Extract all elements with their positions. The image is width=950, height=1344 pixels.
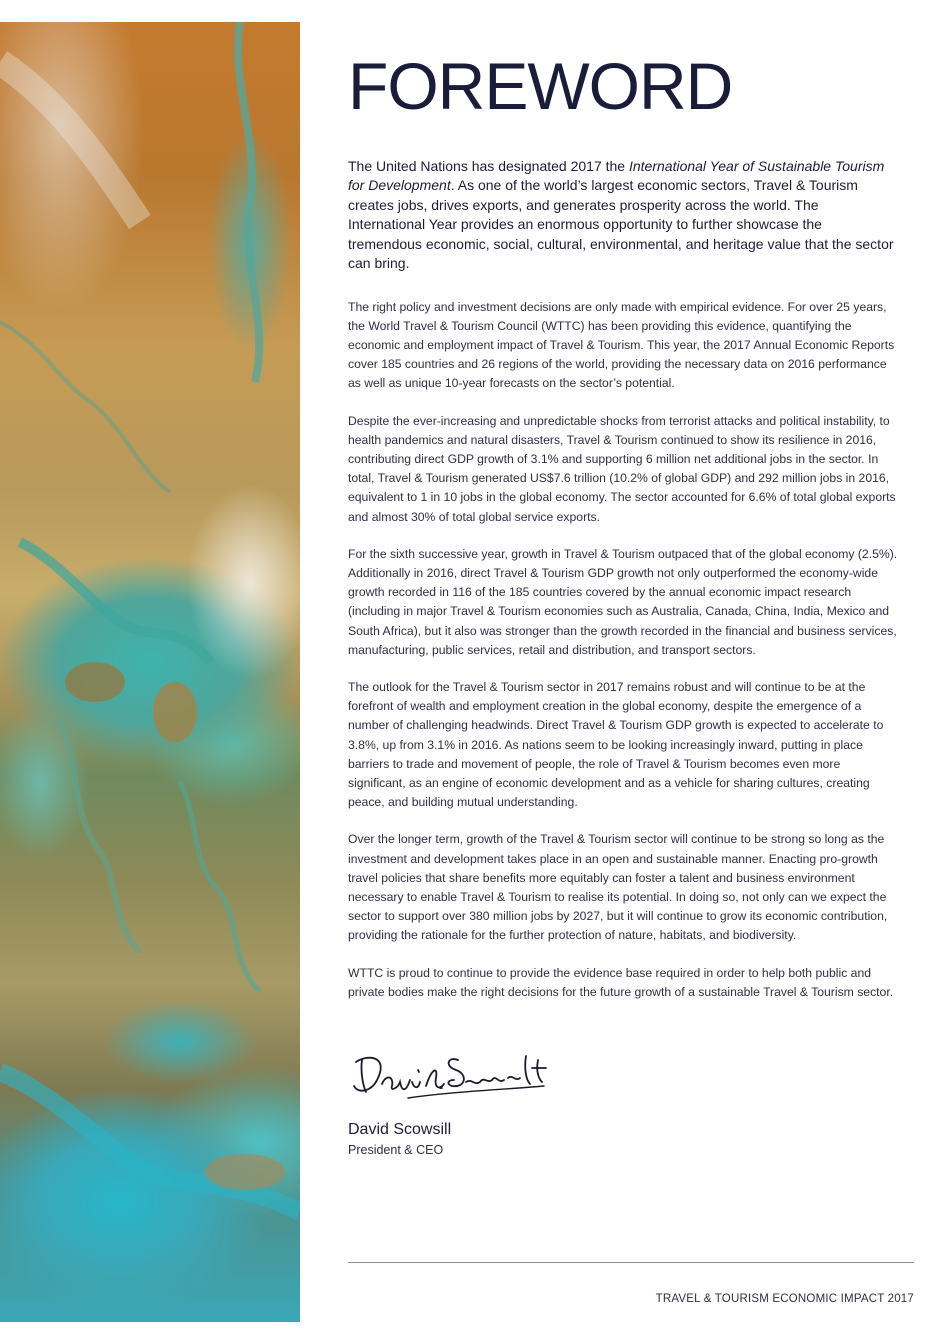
satellite-texture <box>0 22 300 1322</box>
lead-paragraph <box>348 157 898 274</box>
lead-text-end: . As one of the world’s largest economic sectors, Travel & Tourism creates jobs, drives exports, and generates prosperity across the world. The International Year provides an enormous opportunity to further showcase the tremendous economic, social, cultural, environmental, and heritage value that the sector can bring. <box>348 177 894 272</box>
page-title: FOREWORD <box>348 49 733 123</box>
lead-text-start: The United Nations has designated 2017 the <box>348 157 629 174</box>
body-paragraph-1: The right policy and investment decisions are only made with empirical evidence. For over 25 years, the World Travel & Tourism Council (WTTC) has been providing this evidence, quantifying the economic and employment impact of Travel & Tourism. This year, the 2017 Annual Economic Reports cover 185 countries and 26 regions of the world, providing the necessary data on 2016 performance as well as unique 10-year forecasts on the sector’s potential. <box>348 299 895 391</box>
body-paragraph-4: The outlook for the Travel & Tourism sector in 2017 remains robust and will continue to be at the forefront of wealth and employment creation in the global economy, despite the emergence of a number of challenging headwinds. Direct Travel & Tourism GDP growth is expected to accelerate to 3.8%, up from 3.1% in 2016. As nations seem to be looking increasingly inward, putting in place barriers to trade and movement of people, the role of Travel & Tourism becomes even more significant, as an engine of economic development and as a vehicle for sharing cultures, creating peace, and building mutual understanding. <box>348 680 884 810</box>
foreword-content <box>348 50 898 1157</box>
body-paragraph-5: Over the longer term, growth of the Travel & Tourism sector will continue to be strong so long as the investment and development takes place in an open and sustainable manner. Enacting pro-growth travel policies that share benefits more equitably can foster a talent and business environment necessary to enable Travel & Tourism to realise its potential. In doing so, not only can we expect the sector to support over 380 million jobs by 2027, but it will continue to grow its economic contribution, providing the rationale for the further protection of nature, habitats, and biodiversity. <box>348 832 888 943</box>
satellite-image-strip <box>0 22 300 1322</box>
signer-title: President & CEO <box>348 1143 444 1158</box>
body-paragraph-3: For the sixth successive year, growth in Travel & Tourism outpaced that of the global economy (2.5%). Additionally in 2016, direct Travel & Tourism GDP growth not only outperformed the economy-wide growth recorded in 116 of the 185 countries covered by the annual economic impact research (including in major Travel & Tourism economies such as Australia, Canada, China, India, Mexico and South Africa), but it also was stronger than the growth recorded in the financial and business services, manufacturing, public services, retail and distribution, and transport sectors. <box>348 546 898 657</box>
signer-name: David Scowsill <box>348 1121 452 1139</box>
handwritten-signature <box>348 1048 558 1108</box>
body-paragraph-6: WTTC is proud to continue to provide the evidence base required in order to help both public and private bodies make the right decisions for the future growth of a sustainable Travel & Tourism sector. <box>348 965 894 999</box>
footer-divider <box>348 1262 914 1263</box>
lead-italic-title: International Year of Sustainable Tourism for Development <box>348 157 885 194</box>
footer-report-title: TRAVEL & TOURISM ECONOMIC IMPACT 2017 <box>655 1293 914 1305</box>
body-paragraph-2: Despite the ever-increasing and unpredictable shocks from terrorist attacks and political instability, to health pandemics and natural disasters, Travel & Tourism continued to show its resilience in 2016, contributing direct GDP growth of 3.1% and supporting 6 million net additional jobs in the sector. In total, Travel & Tourism generated US$7.6 trillion (10.2% of global GDP) and 292 million jobs in 2016, equivalent to 1 in 10 jobs in the global economy. The sector accounted for 6.6% of total global exports and almost 30% of total global service exports. <box>348 413 896 524</box>
